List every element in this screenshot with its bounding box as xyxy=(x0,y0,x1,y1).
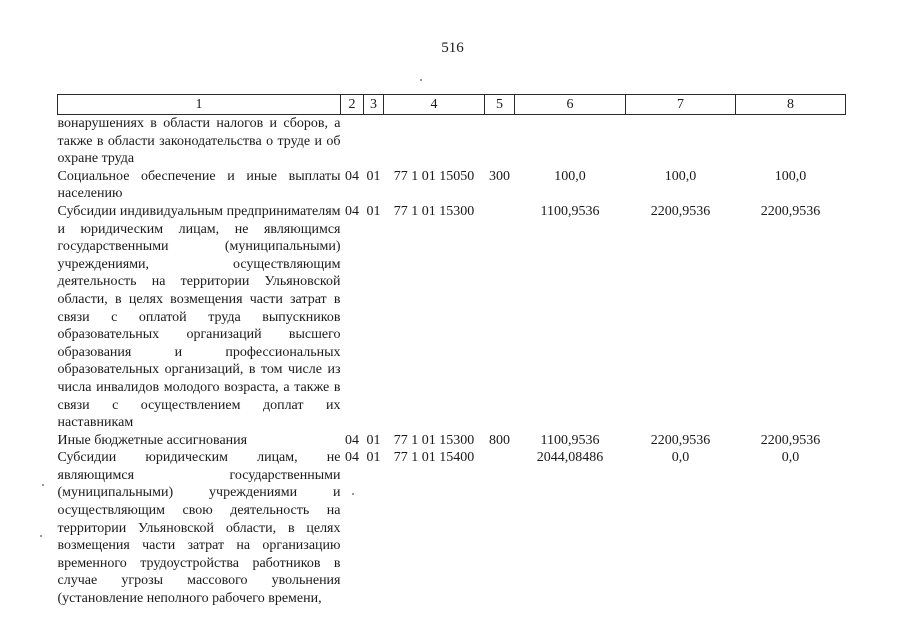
row-subsection: 01 xyxy=(366,203,381,219)
row-target-article: 77 1 01 15300 xyxy=(393,432,475,448)
row-value-col7: 2200,9536 xyxy=(650,203,711,219)
row-value-col8: 2200,9536 xyxy=(760,432,821,448)
column-header-1: 1 xyxy=(58,95,341,115)
table-row xyxy=(58,203,846,432)
row-value-col6: 2044,08486 xyxy=(536,450,604,466)
row-target-article: 77 1 01 15400 xyxy=(393,450,475,466)
row-description: Социальное обеспечение и иные выплаты населению xyxy=(57,168,341,202)
row-expense-type xyxy=(485,203,515,432)
scan-speck xyxy=(42,484,44,486)
row-description: Иные бюджетные ассигнования xyxy=(57,432,248,448)
table-row xyxy=(58,168,846,203)
row-value-col6: 100,0 xyxy=(554,168,586,184)
row-value-col6: 1100,9536 xyxy=(540,203,600,219)
budget-table xyxy=(57,94,846,608)
row-description: Субсидии юридическим лицам, не являющимся государственными (муниципальными) учреждениями и осуществляющим свою деятельность на территории Ульяновской области, в целях возмещения части затрат на организацию временного трудоустройства работников в случае угрозы массового увольнения (установление неполного рабочего времени, xyxy=(57,450,341,607)
row-value-col7: 100,0 xyxy=(664,168,697,184)
header-row xyxy=(58,95,846,115)
row-description: Субсидии индивидуальным предпринимателям и юридическим лицам, не являющимся государственными (муниципальными) учреждениями, осуществляющим деятельность на территории Ульяновской области, в целях возмещения части затрат в связи с оплатой труда выпускников образовательных организаций высшего образования и профессиональных образовательных организаций, в том числе из числа инвалидов молодого возраста, а также в связи с осуществлением доплат их наставникам xyxy=(57,203,341,431)
row-value-col6 xyxy=(515,115,626,168)
row-section: 04 xyxy=(345,203,359,219)
row-section: 04 xyxy=(345,432,359,448)
row-target-article xyxy=(384,115,485,168)
row-subsection: 01 xyxy=(366,432,381,448)
row-subsection: 01 xyxy=(366,450,381,466)
column-header-3: 3 xyxy=(364,95,384,115)
row-value-col7: 2200,9536 xyxy=(650,432,711,448)
row-section xyxy=(341,115,364,168)
row-subsection xyxy=(364,115,384,168)
column-header-4: 4 xyxy=(384,95,485,115)
row-value-col8 xyxy=(736,115,846,168)
row-value-col8: 100,0 xyxy=(774,168,807,184)
row-value-col7: 0,0 xyxy=(671,450,690,466)
row-target-article: 77 1 01 15300 xyxy=(393,203,475,219)
table-row xyxy=(58,115,846,168)
scan-speck xyxy=(40,535,42,537)
row-value-col8: 2200,9536 xyxy=(760,203,821,219)
row-expense-type xyxy=(485,115,515,168)
row-target-article: 77 1 01 15050 xyxy=(393,168,475,184)
column-header-2: 2 xyxy=(341,95,364,115)
column-header-5: 5 xyxy=(485,95,515,115)
page-number: 516 xyxy=(441,40,464,56)
scan-speck xyxy=(420,79,422,81)
row-value-col7 xyxy=(626,115,736,168)
table-row xyxy=(58,449,846,607)
row-description: вонарушениях в области налогов и сборов, а также в области законодательства о труде и об охране труда xyxy=(57,116,341,167)
row-value-col8: 0,0 xyxy=(781,450,800,466)
row-value-col6: 1100,9536 xyxy=(540,432,600,448)
column-header-7: 7 xyxy=(626,95,736,115)
row-section: 04 xyxy=(345,168,359,184)
row-expense-type: 800 xyxy=(489,432,510,448)
row-expense-type: 300 xyxy=(489,168,510,184)
row-section: 04 xyxy=(345,450,359,466)
row-subsection: 01 xyxy=(366,168,381,184)
column-header-8: 8 xyxy=(736,95,846,115)
table-row xyxy=(58,432,846,450)
row-expense-type xyxy=(485,449,515,607)
column-header-6: 6 xyxy=(515,95,626,115)
